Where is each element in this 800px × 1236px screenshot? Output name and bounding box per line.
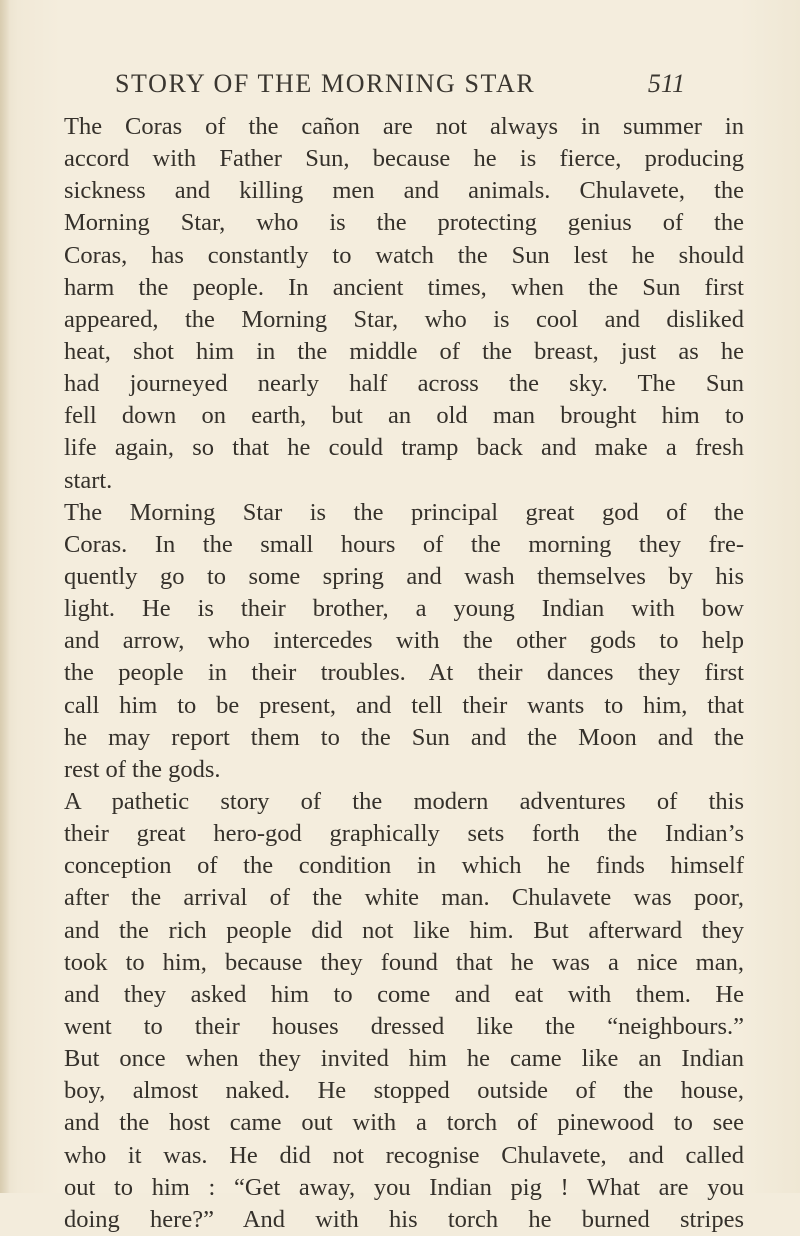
text-line: the people in their troubles. At their dances they first [64,659,744,687]
text-line: their great hero-god graphically sets forth the Indian’s [64,820,744,848]
text-line: rest of the gods. [64,755,221,783]
body-text [64,111,744,1236]
text-line: went to their houses dressed like the “neighbours.” [64,1012,744,1040]
text-line: and the rich people did not like him. But afterward they [64,916,744,944]
text-line: accord with Father Sun, because he is fierce, producing [64,145,744,173]
text-line: call him to be present, and tell their wants to him, that [64,691,744,719]
text-line: The Morning Star is the principal great god of the [64,498,744,526]
text-line: had journeyed nearly half across the sky. The Sun [64,370,744,398]
page-number: 511 [647,69,685,98]
text-line: and the host came out with a torch of pinewood to see [64,1109,744,1137]
text-line: start. [64,466,113,494]
text-line: Coras. In the small hours of the morning they fre- [64,530,744,558]
text-line: sickness and killing men and animals. Chulavete, the [64,177,744,205]
text-line: life again, so that he could tramp back and make a fresh [64,434,744,462]
text-line: and they asked him to come and eat with them. He [64,980,744,1008]
text-line: boy, almost naked. He stopped outside of the house, [64,1077,744,1105]
text-line: and arrow, who intercedes with the other gods to help [64,627,744,655]
text-line: who it was. He did not recognise Chulavete, and called [64,1141,744,1169]
text-line: heat, shot him in the middle of the breast, just as he [64,337,744,365]
text-line: he may report them to the Sun and the Moon and the [64,723,744,751]
text-line: harm the people. In ancient times, when the Sun first [64,273,744,301]
text-line: quently go to some spring and wash themselves by his [64,562,744,590]
text-line: A pathetic story of the modern adventures of this [64,787,744,815]
text-line: appeared, the Morning Star, who is cool and disliked [64,305,744,333]
text-line: Coras, has constantly to watch the Sun lest he should [64,241,744,269]
text-line: after the arrival of the white man. Chulavete was poor, [64,884,744,912]
text-line: The Coras of the cañon are not always in summer in [64,113,744,140]
running-head [115,64,685,104]
text-line: doing here?” And with his torch he burned stripes [64,1205,744,1233]
text-line: fell down on earth, but an old man brought him to [64,402,744,430]
text-line: took to him, because they found that he was a nice man, [64,948,744,976]
text-line: Morning Star, who is the protecting genius of the [64,209,744,237]
text-line: conception of the condition in which he finds himself [64,852,744,880]
text-line: light. He is their brother, a young Indian with bow [64,595,744,623]
text-line: out to him : “Get away, you Indian pig ! What are you [64,1173,744,1201]
page-gutter-shadow [0,0,10,1193]
running-head-title: STORY OF THE MORNING STAR [115,69,536,98]
text-line: But once when they invited him he came like an Indian [64,1045,744,1073]
